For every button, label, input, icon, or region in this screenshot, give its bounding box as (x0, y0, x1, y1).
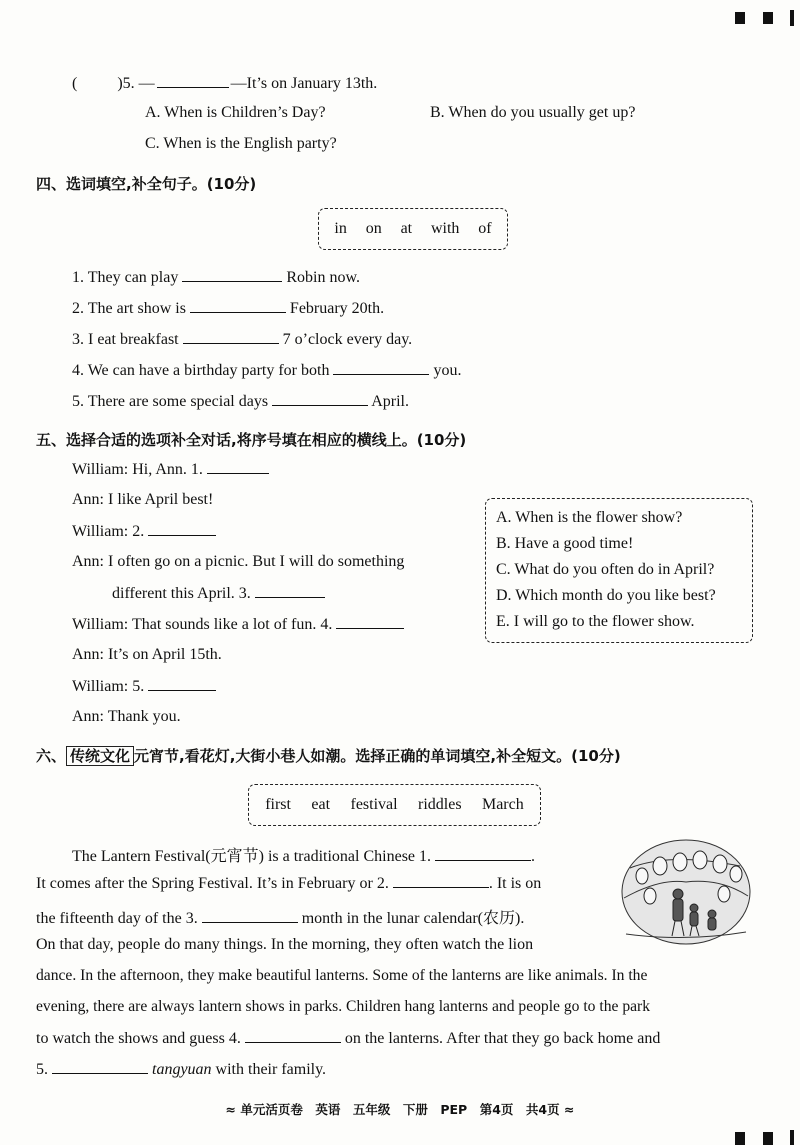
word-bank-word: festival (350, 796, 398, 813)
item-text: February 20th. (289, 300, 385, 317)
section-4-item-3 (72, 330, 412, 349)
word-bank-word: at (400, 220, 413, 237)
registration-mark (763, 1132, 773, 1145)
dialogue-text: William: 2. (72, 523, 145, 540)
dialogue-line (112, 584, 325, 603)
passage-text: with their family. (215, 1061, 327, 1078)
item-text: 3. I eat breakfast (72, 331, 179, 348)
answer-blank[interactable] (207, 460, 269, 474)
dialogue-text: Ann: I like April best! (72, 491, 214, 508)
section-5-title: 五、选择合适的选项补全对话,将序号填在相应的横线上。(10分) (36, 431, 467, 449)
answer-blank[interactable] (202, 909, 298, 923)
registration-mark (790, 1130, 794, 1145)
item-text: 5. There are some special days (72, 393, 269, 410)
item-text: 2. The art show is (72, 300, 186, 317)
answer-blank[interactable] (245, 1029, 341, 1043)
answer-paren-close: ) (117, 75, 123, 92)
question-5-option-a: A. When is Children’s Day? (145, 104, 326, 121)
answer-blank[interactable] (435, 847, 531, 861)
answer-blank[interactable] (148, 677, 216, 691)
section-6-number: 六、 (36, 747, 67, 765)
dialogue-line (72, 522, 216, 541)
dialogue-text: William: That sounds like a lot of fun. 4. (72, 616, 333, 633)
passage-line (36, 1029, 660, 1048)
dialogue-line (72, 615, 404, 634)
lantern-festival-illustration (620, 838, 752, 946)
dialogue-text: William: 5. (72, 678, 145, 695)
answer-blank[interactable] (52, 1060, 148, 1074)
passage-line: dance. In the afternoon, they make beautiful lanterns. Some of the lanterns are like animals. In the (36, 967, 648, 984)
passage-text: 5. (36, 1061, 48, 1078)
answer-paren-open: ( (72, 75, 78, 92)
word-bank-word: eat (311, 796, 331, 813)
item-text: 7 o’clock every day. (282, 331, 413, 348)
question-5-option-b: B. When do you usually get up? (430, 104, 636, 121)
answer-blank[interactable] (336, 615, 404, 629)
question-5-prefix: 5. — (122, 75, 155, 92)
option-item: C. What do you often do in April? (496, 561, 715, 578)
traditional-culture-tag: 传统文化 (66, 746, 134, 766)
registration-mark (735, 12, 745, 24)
question-5-option-c: C. When is the English party? (145, 135, 337, 152)
answer-blank[interactable] (183, 330, 279, 344)
word-bank-word: riddles (418, 796, 462, 813)
answer-blank[interactable] (255, 584, 325, 598)
passage-line (36, 1060, 326, 1079)
dialogue-text: Ann: It’s on April 15th. (72, 646, 222, 663)
passage-text: The Lantern Festival(元宵节) is a traditional Chinese 1. (72, 848, 432, 865)
dialogue-line (72, 646, 222, 664)
section-4-item-5 (72, 392, 409, 411)
item-text: 1. They can play (72, 269, 179, 286)
passage-text: on the lanterns. After that they go back home and (344, 1030, 661, 1047)
page-footer: ≈ 单元活页卷 英语 五年级 下册 PEP 第4页 共4页 ≈ (225, 1102, 575, 1117)
item-text: 4. We can have a birthday party for both (72, 362, 330, 379)
dialogue-line (72, 491, 213, 509)
answer-blank[interactable] (157, 74, 229, 88)
section-6-title (36, 745, 621, 766)
answer-blank[interactable] (190, 299, 286, 313)
section-5-options-box (485, 498, 753, 643)
section-4-title: 四、选词填空,补全句子。(10分) (36, 175, 257, 193)
dialogue-text: Ann: Thank you. (72, 708, 181, 725)
registration-mark (790, 10, 794, 26)
dialogue-line (72, 708, 181, 726)
section-4-item-1 (72, 268, 360, 287)
passage-text: . It is on (488, 875, 542, 892)
answer-blank[interactable] (182, 268, 282, 282)
passage-text: It comes after the Spring Festival. It’s in February or 2. (36, 875, 389, 892)
item-text: April. (371, 393, 409, 410)
item-text: Robin now. (286, 269, 360, 286)
section-4-word-bank (318, 208, 508, 250)
word-bank-word: on (365, 220, 382, 237)
question-5 (72, 74, 377, 93)
passage-line: On that day, people do many things. In the morning, they often watch the lion (36, 936, 534, 953)
word-bank-word: with (430, 220, 460, 237)
word-bank-word: March (481, 796, 524, 813)
word-bank-word: of (478, 220, 492, 237)
answer-blank[interactable] (272, 392, 368, 406)
passage-line (72, 843, 535, 866)
option-item: B. Have a good time! (496, 535, 634, 552)
word-bank-word: first (265, 796, 291, 813)
dialogue-text: William: Hi, Ann. 1. (72, 461, 203, 478)
dialogue-line (72, 677, 216, 696)
section-6-title-text: 元宵节,看花灯,大街小巷人如潮。选择正确的单词填空,补全短文。(10分) (134, 747, 621, 765)
passage-text: to watch the shows and guess 4. (36, 1030, 241, 1047)
answer-blank[interactable] (148, 522, 216, 536)
option-item: D. Which month do you like best? (496, 587, 716, 604)
option-item: A. When is the flower show? (496, 509, 683, 526)
answer-blank[interactable] (393, 874, 489, 888)
section-4-item-2 (72, 299, 384, 318)
section-6-word-bank (248, 784, 541, 826)
passage-line (36, 905, 524, 928)
registration-mark (763, 12, 773, 24)
answer-blank[interactable] (333, 361, 429, 375)
word-bank-word: in (334, 220, 347, 237)
passage-italic-word: tangyuan (152, 1061, 212, 1078)
passage-line: evening, there are always lantern shows in parks. Children hang lanterns and people go to the park (36, 998, 651, 1015)
dialogue-text: different this April. 3. (112, 585, 251, 602)
item-text: you. (433, 362, 462, 379)
registration-mark (735, 1132, 745, 1145)
passage-text: the fifteenth day of the 3. (36, 910, 198, 927)
question-5-suffix: —It’s on January 13th. (230, 75, 378, 92)
section-4-item-4 (72, 361, 461, 380)
passage-line (36, 874, 541, 893)
passage-text: month in the lunar calendar(农历). (301, 910, 525, 927)
passage-text: . (531, 848, 536, 865)
dialogue-line (72, 553, 404, 571)
dialogue-line (72, 460, 269, 479)
dialogue-text: Ann: I often go on a picnic. But I will do something (72, 553, 405, 570)
option-item: E. I will go to the flower show. (496, 613, 695, 630)
